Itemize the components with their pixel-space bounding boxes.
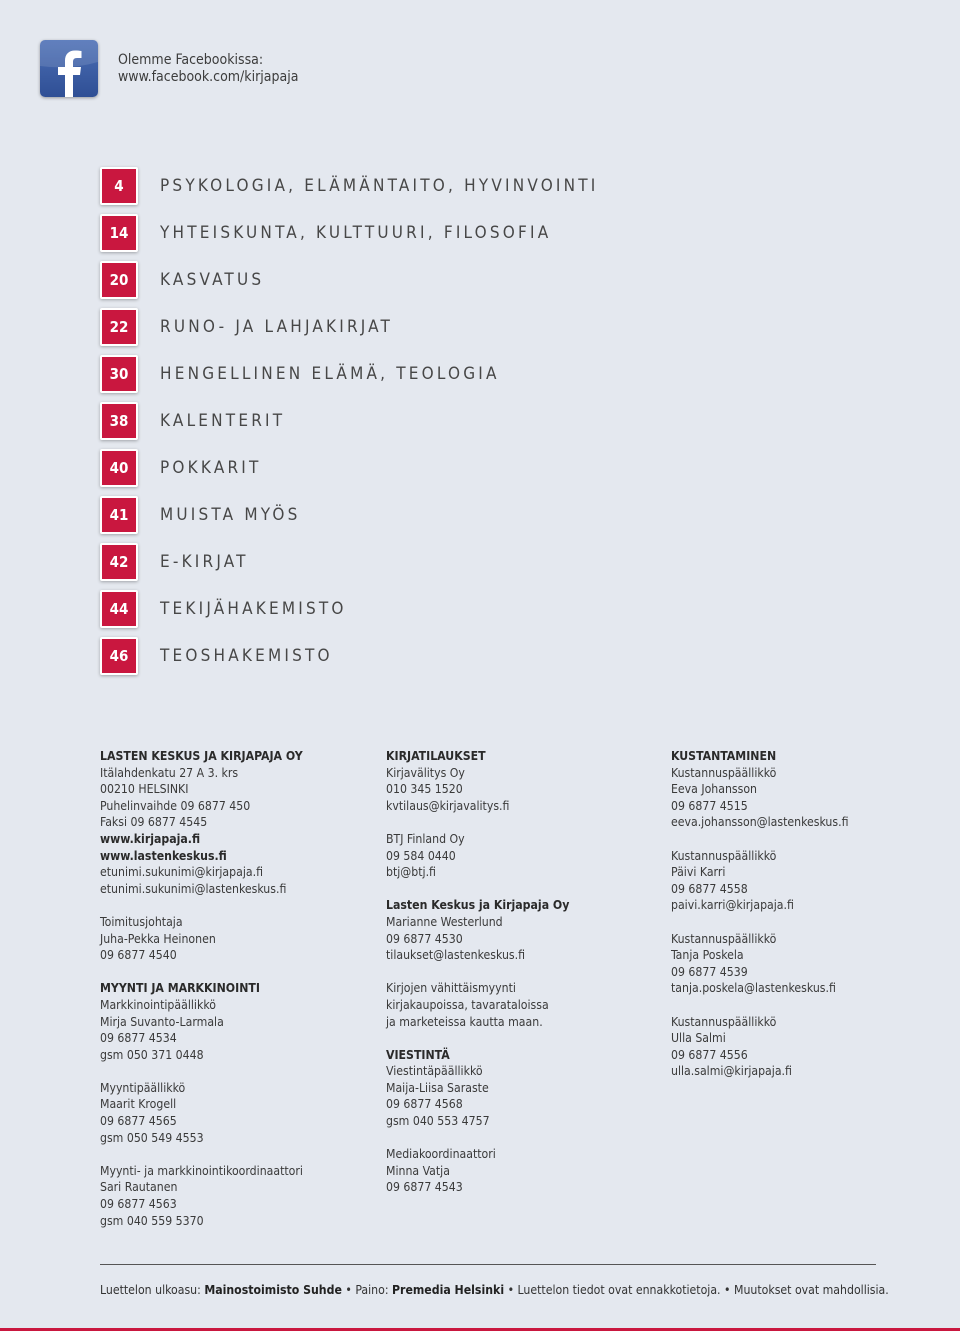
toc-page-number: 42	[100, 543, 138, 581]
vendor-email[interactable]: kvtilaus@kirjavalitys.fi	[386, 798, 510, 813]
email-pattern: etunimi.sukunimi@kirjapaja.fi	[100, 865, 263, 880]
toc-page-number: 38	[100, 402, 138, 440]
company-phone: Puhelinvaihde 09 6877 450	[100, 798, 251, 813]
toc-title: TEOSHAKEMISTO	[160, 645, 333, 666]
sales-heading: MYYNTI JA MARKKINOINTI	[100, 981, 260, 996]
retail-note: ja marketeissa kautta maan.	[386, 1014, 543, 1029]
contact-title: Myynti- ja markkinointikoordinaattori	[100, 1163, 303, 1178]
website-link[interactable]: www.kirjapaja.fi	[100, 831, 201, 846]
contact-phone: 09 6877 4539	[671, 964, 748, 979]
footer-print-value: Premedia Helsinki	[392, 1283, 505, 1297]
toc-page-number: 41	[100, 496, 138, 534]
toc-page-number: 46	[100, 637, 138, 675]
contact-column-company	[100, 748, 370, 1229]
footer-layout-value: Mainostoimisto Suhde	[204, 1283, 342, 1297]
contact-title: Kustannuspäällikkö	[671, 848, 777, 863]
contact-gsm: gsm 050 371 0448	[100, 1047, 204, 1062]
contact-title: Myyntipäällikkö	[100, 1080, 186, 1095]
contact-title: Kustannuspäällikkö	[671, 1014, 777, 1029]
contact-name: Marianne Westerlund	[386, 914, 503, 929]
contact-gsm: gsm 050 549 4553	[100, 1130, 204, 1145]
comms-heading: VIESTINTÄ	[386, 1047, 450, 1062]
company-city: 00210 HELSINKI	[100, 782, 189, 797]
table-of-contents	[100, 162, 599, 679]
contact-title: Toimitusjohtaja	[100, 914, 183, 929]
toc-title: POKKARIT	[160, 457, 262, 478]
contact-name: Eeva Johansson	[671, 782, 758, 797]
contact-email[interactable]: eeva.johansson@lastenkeskus.fi	[671, 815, 849, 830]
toc-title: PSYKOLOGIA, ELÄMÄNTAITO, HYVINVOINTI	[160, 175, 599, 196]
contact-name: Ulla Salmi	[671, 1031, 726, 1046]
toc-title: E-KIRJAT	[160, 551, 249, 572]
contact-name: Tanja Poskela	[671, 948, 744, 963]
contact-phone: 09 6877 4563	[100, 1197, 177, 1212]
company-fax: Faksi 09 6877 4545	[100, 815, 208, 830]
contact-phone: 09 6877 4540	[100, 948, 177, 963]
contact-phone: 09 6877 4556	[671, 1047, 748, 1062]
toc-item[interactable]	[100, 632, 599, 679]
vendor-name: BTJ Finland Oy	[386, 831, 465, 846]
contact-gsm: gsm 040 559 5370	[100, 1213, 204, 1228]
vendor-phone: 09 584 0440	[386, 848, 456, 863]
contact-name: Päivi Karri	[671, 865, 726, 880]
contact-name: Juha-Pekka Heinonen	[100, 931, 216, 946]
toc-page-number: 40	[100, 449, 138, 487]
toc-title: RUNO- JA LAHJAKIRJAT	[160, 316, 394, 337]
contact-phone: 09 6877 4534	[100, 1031, 177, 1046]
toc-page-number: 20	[100, 261, 138, 299]
facebook-caption: Olemme Facebookissa:	[118, 51, 264, 68]
contact-title: Mediakoordinaattori	[386, 1147, 496, 1162]
contact-phone: 09 6877 4565	[100, 1114, 177, 1129]
toc-item[interactable]	[100, 397, 599, 444]
footer-bullet: •	[345, 1283, 352, 1297]
contact-name: Maija-Liisa Saraste	[386, 1080, 489, 1095]
toc-page-number: 4	[100, 167, 138, 205]
contact-name: Minna Vatja	[386, 1163, 450, 1178]
footer	[100, 1283, 889, 1297]
toc-page-number: 44	[100, 590, 138, 628]
facebook-icon[interactable]	[40, 40, 98, 97]
company-address: Itälahdenkatu 27 A 3. krs	[100, 765, 239, 780]
contact-title: Markkinointipäällikkö	[100, 997, 216, 1012]
contact-name: Maarit Krogell	[100, 1097, 177, 1112]
contact-name: Mirja Suvanto-Larmala	[100, 1014, 224, 1029]
contact-column-orders	[386, 748, 656, 1196]
toc-title: TEKIJÄHAKEMISTO	[160, 598, 347, 619]
vendor-email[interactable]: tilaukset@lastenkeskus.fi	[386, 948, 526, 963]
footer-bullet: •	[724, 1283, 731, 1297]
vendor-phone: 010 345 1520	[386, 782, 463, 797]
toc-item[interactable]	[100, 162, 599, 209]
footer-layout-label: Luettelon ulkoasu:	[100, 1283, 201, 1297]
toc-item[interactable]	[100, 209, 599, 256]
footer-note: Muutokset ovat mahdollisia.	[733, 1283, 889, 1297]
toc-item[interactable]	[100, 444, 599, 491]
facebook-link[interactable]: www.facebook.com/kirjapaja	[118, 68, 299, 85]
vendor-email[interactable]: btj@btj.fi	[386, 865, 436, 880]
footer-divider	[100, 1264, 876, 1265]
vendor-phone: 09 6877 4530	[386, 931, 463, 946]
toc-title: KASVATUS	[160, 269, 265, 290]
vendor-name: Lasten Keskus ja Kirjapaja Oy	[386, 898, 570, 913]
contact-email[interactable]: ulla.salmi@kirjapaja.fi	[671, 1064, 792, 1079]
contact-phone: 09 6877 4558	[671, 881, 748, 896]
footer-print-label: Paino:	[355, 1283, 389, 1297]
publishing-heading: KUSTANTAMINEN	[671, 749, 777, 763]
facebook-text	[118, 52, 298, 86]
contact-title: Viestintäpäällikkö	[386, 1064, 483, 1079]
toc-page-number: 30	[100, 355, 138, 393]
toc-title: KALENTERIT	[160, 410, 286, 431]
toc-item[interactable]	[100, 538, 599, 585]
retail-note: Kirjojen vähittäismyynti	[386, 981, 516, 996]
footer-note: Luettelon tiedot ovat ennakkotietoja.	[517, 1283, 721, 1297]
toc-title: MUISTA MYÖS	[160, 504, 301, 525]
toc-title: HENGELLINEN ELÄMÄ, TEOLOGIA	[160, 363, 500, 384]
contact-column-publishing	[671, 748, 941, 1080]
contact-phone: 09 6877 4568	[386, 1097, 463, 1112]
contact-phone: 09 6877 4543	[386, 1180, 463, 1195]
toc-item[interactable]	[100, 585, 599, 632]
contact-email[interactable]: tanja.poskela@lastenkeskus.fi	[671, 981, 836, 996]
footer-bullet: •	[507, 1283, 515, 1297]
orders-heading: KIRJATILAUKSET	[386, 749, 486, 763]
contact-phone: 09 6877 4515	[671, 798, 748, 813]
retail-note: kirjakaupoissa, tavarataloissa	[386, 997, 549, 1012]
contact-title: Kustannuspäällikkö	[671, 765, 777, 780]
company-heading: LASTEN KESKUS JA KIRJAPAJA OY	[100, 749, 303, 763]
toc-item[interactable]	[100, 256, 599, 303]
email-pattern: etunimi.sukunimi@lastenkeskus.fi	[100, 881, 287, 896]
facebook-banner	[40, 40, 298, 97]
contact-name: Sari Rautanen	[100, 1180, 178, 1195]
toc-page-number: 14	[100, 214, 138, 252]
website-link[interactable]: www.lastenkeskus.fi	[100, 848, 227, 863]
vendor-name: Kirjavälitys Oy	[386, 765, 465, 780]
toc-item[interactable]	[100, 350, 599, 397]
contact-gsm: gsm 040 553 4757	[386, 1114, 490, 1129]
toc-item[interactable]	[100, 491, 599, 538]
toc-title: YHTEISKUNTA, KULTTUURI, FILOSOFIA	[160, 222, 552, 243]
contact-email[interactable]: paivi.karri@kirjapaja.fi	[671, 898, 794, 913]
contact-title: Kustannuspäällikkö	[671, 931, 777, 946]
toc-page-number: 22	[100, 308, 138, 346]
toc-item[interactable]	[100, 303, 599, 350]
